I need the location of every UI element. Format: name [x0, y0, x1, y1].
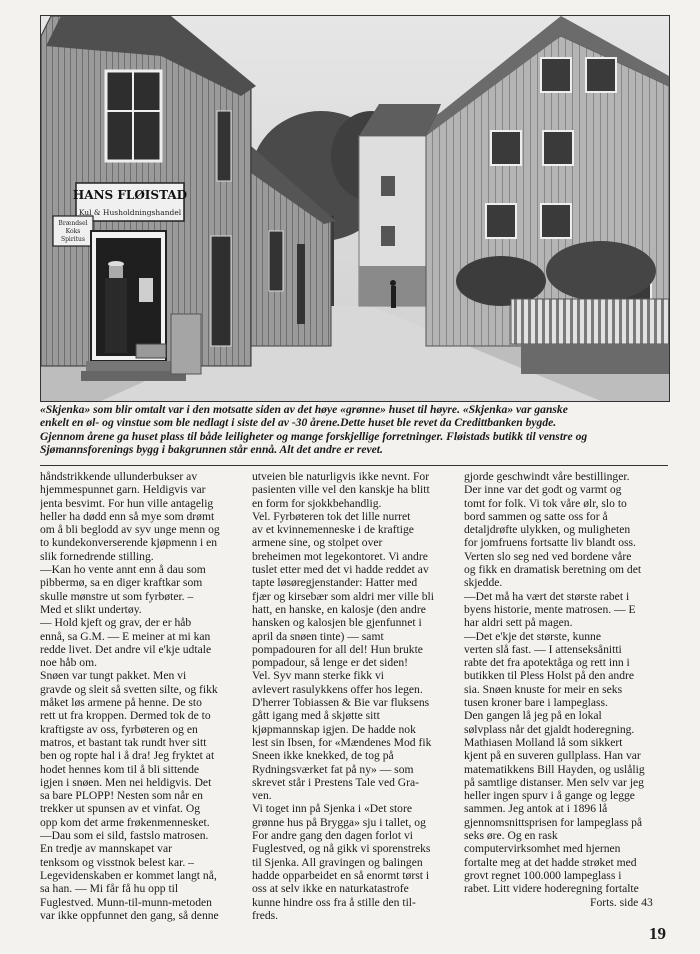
text-line: om å bli beglodd av syv unge menn og	[40, 523, 220, 537]
text-line: og fikk en dramatisk beretning om det	[464, 563, 642, 577]
text-line: gjorde geschwindt våre bestillinger.	[464, 470, 630, 483]
caption-line: Sjømannsforenings bygg i bakgrunnen står ennå. Alt det andre er revet.	[40, 443, 383, 457]
text-line: hodet hennes kom til å bli sittende	[40, 762, 200, 776]
text-line: —Det må ha vært det største rabet i	[464, 589, 630, 603]
caption-divider	[40, 465, 668, 466]
text-line: pompadouren for all del! Hun brukte	[252, 642, 423, 656]
text-line: computervirksomhet med hjernen	[464, 842, 621, 856]
text-line: fortalte meg at det hadde strøket med	[464, 855, 637, 869]
text-line: breheimen mot legekontoret. Vi andre	[252, 549, 428, 563]
text-line: trekker ut spunsen av et vinfat. Og	[40, 802, 201, 816]
text-line: kraftigste av oss, fyrbøteren og en	[40, 722, 198, 736]
text-line: butikken til Pless Holst på den andre	[464, 669, 635, 683]
text-line: Fuglestved, og nå gikk vi sporenstreks	[252, 842, 431, 856]
text-line: —Kan ho vente annt enn å dau som	[40, 563, 206, 577]
text-line: april da snøen tinte) — samt	[252, 629, 384, 643]
text-line: Snøen var tungt pakket. Men vi	[40, 669, 187, 683]
text-line: armene sine, og stolpet over	[252, 536, 383, 550]
text-column-2	[252, 470, 457, 922]
text-line: hjemmespunnet garn. Heldigvis var	[40, 483, 206, 497]
shop-sign-sub: Kul & Husholdningshandel	[78, 208, 182, 217]
side-sign-line-3: Spiritus	[60, 236, 86, 243]
text-line: en form for sjokkbehandlig.	[252, 496, 382, 510]
caption-line: Gjennom årene ga huset plass til både leiligheter og mange forskjellige forretninger. Fløistads butikk til venstre og	[40, 429, 588, 443]
text-line: skulle mønstre ut som fyrbøter. –	[40, 589, 194, 603]
text-line: håndstrikkende ullunderbukser av	[40, 470, 198, 483]
text-line: Verten slo seg ned ved bordene våre	[464, 549, 632, 563]
text-line: slik fornedrende stilling.	[40, 549, 154, 563]
text-line: gravde og sleit så svetten silte, og fikk	[40, 682, 218, 696]
text-line: sammen. Jeg antok at i 1896 lå	[464, 802, 608, 816]
text-line: heller ingen spurv i å gange og legge	[464, 789, 635, 803]
text-line: tenksom og visstnok belest kar. –	[40, 855, 194, 869]
text-line: D'herrer Tobiassen & Bie var fluksens	[252, 696, 430, 710]
text-column-1	[40, 470, 245, 922]
text-line: tuslet etter med det vi hadde reddet av	[252, 563, 429, 577]
text-line: noe håb om.	[40, 656, 97, 670]
text-line: skrevet står i Prestens Tale ved Gra-	[252, 775, 420, 789]
text-line: bord sammen og satte oss for å	[464, 509, 608, 523]
text-line: sa han. — Mi får få hu opp til	[40, 882, 179, 896]
text-line: Fuglestved. Munn-til-munn-metoden	[40, 895, 212, 909]
text-line: Sneen ikke knekked, de tog på	[252, 749, 394, 763]
text-line: Rydningsværket fat på ny» — som	[252, 762, 414, 776]
text-line: Vel. Fyrbøteren tok det lille nurret	[252, 509, 411, 523]
text-line: pibbermø, sa en diger kraftkar som	[40, 576, 203, 590]
text-line: rabet. Litt videre hoderegning fortalte	[464, 882, 639, 896]
text-line: tusen kroner bare i lampeglass.	[464, 696, 608, 710]
text-line: til Sjenka. All gravingen og balingen	[252, 855, 423, 869]
text-line: to kundekonverserende kjøpmenn i en	[40, 536, 218, 550]
caption-line: enkelt en øl- og vinstue som ble nedlagt i siste del av -30 årene.Dette huset ble revet da Credittbanken bygde.	[40, 416, 557, 430]
text-line: igjen i snøen. Men nei heldigvis. Det	[40, 775, 212, 789]
text-line: En tredje av mannskapet var	[40, 842, 172, 856]
text-line: fjær og kirsebær som aldri mer ville bli	[252, 589, 434, 603]
side-sign-line-2: Koks	[65, 228, 81, 235]
text-line: matros, et bastant tak rundt hver sitt	[40, 735, 207, 749]
text-line: Mathiasen Molland lå som sikkert	[464, 735, 623, 749]
text-line: hadde opparbeidet en så enormt tørst i	[252, 868, 430, 882]
text-line: for jomfruens fortsatte liv blandt oss.	[464, 536, 636, 550]
text-line: lest sin Ibsen, for «Mændenes Mod fik	[252, 735, 432, 749]
text-line: seks øre. Og en rask	[464, 829, 558, 843]
text-line: grovt regnet 100.000 lampeglass i	[464, 868, 622, 882]
text-line: gått igang med å skjøtte sitt	[252, 709, 380, 723]
text-line: opp kom det arme frøkenmennesket.	[40, 815, 210, 829]
text-line: —Dau som ei sild, fastslo matrosen.	[40, 829, 209, 843]
shop-sign-name: HANS FLØISTAD	[72, 188, 188, 202]
text-line: rett ut fra kroppen. Dermed tok de to	[40, 709, 211, 723]
text-line: kjøpmannskap igjen. De hadde nok	[252, 722, 416, 736]
text-line: For andre gang den dagen forlot vi	[252, 829, 413, 843]
text-line: ven.	[252, 789, 272, 803]
text-line: Der inne var det godt og varmt og	[464, 483, 622, 497]
text-line: sa bare PLOPP! Nesten som når en	[40, 789, 203, 803]
text-line: ennå, sa G.M. — E meiner at mi kan	[40, 629, 211, 643]
text-line: redde livet. Det andre vil e'kje udtale	[40, 642, 212, 656]
text-line: kunne hindre oss fra å stille den til-	[252, 895, 416, 909]
text-line: var ikke oppfunnet den gang, så denne	[40, 908, 219, 922]
text-column-3	[464, 470, 669, 896]
text-line: tapte løsøregjenstander: Hatter med	[252, 576, 418, 590]
street-photo	[40, 15, 670, 402]
page-number: 19	[649, 924, 666, 943]
text-line: jenta besvimt. For hun ville antagelig	[40, 496, 214, 510]
text-line: — Hold kjeft og grav, der er håb	[40, 616, 192, 630]
text-line: tomt for folk. Vi tok våre ølr, slo to	[464, 496, 627, 510]
text-line: av et kvinnemenneske i de kraftige	[252, 523, 414, 537]
caption-line: «Skjenka» som blir omtalt var i den motsatte siden av det høye «grønne» huset til høyre. «Skjenka» var ganske	[40, 403, 568, 416]
text-line: verten slå fast. — I attenseksånitti	[464, 642, 622, 656]
text-line: måket løs armene på henne. De sto	[40, 696, 202, 710]
text-line: utveien ble naturligvis ikke nevnt. For	[252, 470, 430, 483]
side-sign-line-1: Brændsel	[58, 220, 88, 227]
text-line: på samtlige distanser. Men selv var jeg	[464, 775, 644, 789]
text-line: grønne hus på Brygga» sju i tallet, og	[252, 815, 426, 829]
text-line: hansken og kalosjen ble gjenfunnet i	[252, 616, 422, 630]
text-line: skjedde.	[464, 576, 503, 590]
text-line: heller ha dødd enn så mye som drømt	[40, 509, 215, 523]
text-line: Vi toget inn på Sjenka i «Det store	[252, 802, 412, 816]
text-line: hatt, en hanske, en kalosje (den andre	[252, 602, 426, 616]
text-line: sølvplass når det gjaldt hoderegning.	[464, 722, 635, 736]
text-line: byens historie, mente matrosen. — E	[464, 602, 636, 616]
text-line: gjennomsnittsprisen for lampeglass på	[464, 815, 643, 829]
text-line: Den gangen lå jeg på en lokal	[464, 709, 602, 723]
text-line: Vel. Syv mann sterke fikk vi	[252, 669, 385, 683]
photo-caption	[40, 403, 670, 457]
text-line: pompadour, så lenge er det siden!	[252, 656, 409, 670]
text-line: detaljdrøfte ulykken, og muligheten	[464, 523, 631, 537]
text-line: Med et slikt undertøy.	[40, 602, 142, 616]
text-line: ben og ropte hal i å dra! Jeg fryktet at	[40, 749, 215, 763]
text-line: avlevert rasulykkens offer hos legen.	[252, 682, 423, 696]
text-line: rabte det fra apotektåga og rett inn i	[464, 656, 630, 670]
text-line: —Det e'kje det største, kunne	[464, 629, 601, 643]
text-line: sia. Snøen knuste for meir en seks	[464, 682, 623, 696]
text-line: matematikkens Bill Hayden, og uslålig	[464, 762, 645, 776]
text-line: pasienten ville vel den kanskje ha blitt	[252, 483, 430, 497]
text-line: Legevidenskaben er kommet langt nå,	[40, 868, 217, 882]
text-line: kjent på en suveren gullplass. Han var	[464, 749, 641, 763]
text-line: oss at selv ikke en naturkatastrofe	[252, 882, 409, 896]
text-line: har aldri sett på magen.	[464, 616, 573, 630]
continued-note: Forts. side 43	[590, 896, 653, 909]
text-line: freds.	[252, 908, 279, 922]
street-photo-drawing	[41, 16, 669, 401]
